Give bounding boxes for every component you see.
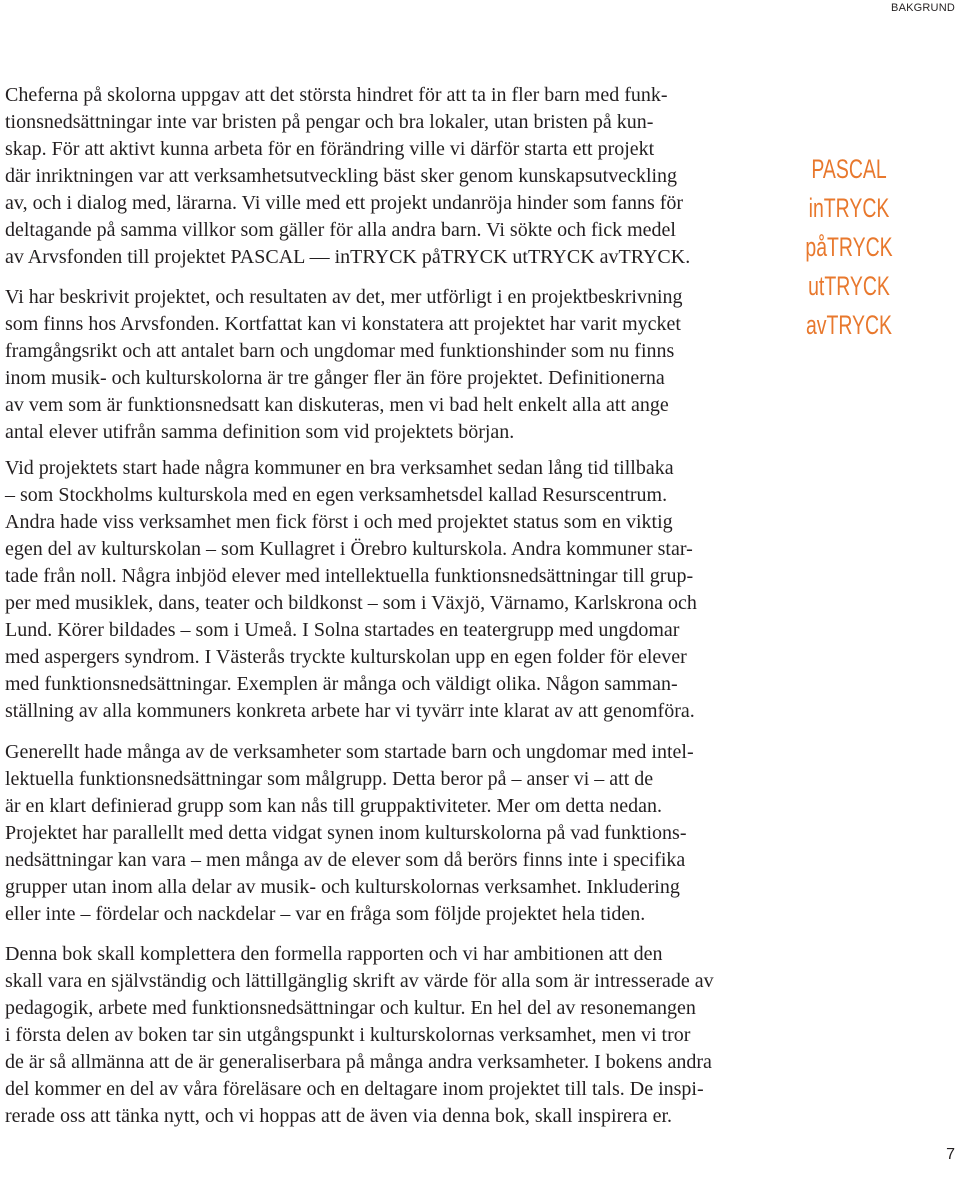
paragraph bbox=[5, 284, 683, 446]
paragraph bbox=[5, 455, 697, 725]
text-line: eller inte – fördelar och nackdelar – var en fråga som följde projektet hela tiden. bbox=[5, 903, 646, 925]
text-line: antal elever utifrån samma definition som vid projektets början. bbox=[5, 421, 515, 443]
text-line: lektuella funktionsnedsättningar som målgrupp. Detta beror på – anser vi – att de bbox=[5, 768, 654, 790]
paragraph bbox=[5, 739, 694, 928]
text-line: nedsättningar kan vara – men många av de elever som då berörs finns inte i specifika bbox=[5, 849, 686, 871]
page-number: 7 bbox=[946, 1146, 955, 1163]
text-line: framgångsrikt och att antalet barn och ungdomar med funktionshinder som nu finns bbox=[5, 340, 675, 362]
text-line: Generellt hade många av de verksamheter som startade barn och ungdomar med intel- bbox=[5, 741, 694, 763]
text-line: egen del av kulturskolan – som Kullagret i Örebro kulturskola. Andra kommuner star- bbox=[5, 538, 693, 560]
text-line: av Arvsfonden till projektet PASCAL — inTRYCK påTRYCK utTRYCK avTRYCK. bbox=[5, 246, 691, 268]
text-line: per med musiklek, dans, teater och bildkonst – som i Växjö, Värnamo, Karlskrona och bbox=[5, 592, 697, 614]
text-line: som finns hos Arvsfonden. Kortfattat kan vi konstatera att projektet har varit mycket bbox=[5, 313, 681, 335]
text-line: Cheferna på skolorna uppgav att det största hindret för att ta in fler barn med funk- bbox=[5, 84, 668, 106]
text-line: inom musik- och kulturskolorna är tre gånger fler än före projektet. Definitionerna bbox=[5, 367, 665, 389]
project-name-line: påTRYCK bbox=[805, 232, 893, 262]
text-line: av, och i dialog med, lärarna. Vi ville med ett projekt undanröja hinder som fanns för bbox=[5, 192, 684, 214]
text-line: är en klart definierad grupp som kan nås till gruppaktiviteter. Mer om detta nedan. bbox=[5, 795, 663, 817]
text-line: tade från noll. Några inbjöd elever med intellektuella funktionsnedsättningar till grup- bbox=[5, 565, 694, 587]
project-name-sidebar bbox=[749, 150, 949, 345]
text-line: Denna bok skall komplettera den formella rapporten och vi har ambitionen att den bbox=[5, 943, 663, 965]
text-line: Andra hade viss verksamhet men fick först i och med projektet status som en viktig bbox=[5, 511, 673, 533]
text-line: de är så allmänna att de är generaliserbara på många andra verksamheter. I bokens andra bbox=[5, 1051, 712, 1073]
text-line: Vi har beskrivit projektet, och resultaten av det, mer utförligt i en projektbeskrivning bbox=[5, 286, 683, 308]
section-header: BAKGRUND bbox=[891, 2, 955, 14]
text-line: – som Stockholms kulturskola med en egen verksamhetsdel kallad Resurscentrum. bbox=[5, 484, 668, 506]
paragraph bbox=[5, 82, 690, 271]
text-line: del kommer en del av våra föreläsare och en deltagare inom projektet till tals. De inspi- bbox=[5, 1078, 704, 1100]
text-line: med funktionsnedsättningar. Exemplen är många och väldigt olika. Någon samman- bbox=[5, 673, 678, 695]
project-name-line: inTRYCK bbox=[808, 193, 890, 223]
paragraph bbox=[5, 941, 714, 1130]
text-line: i första delen av boken tar sin utgångspunkt i kulturskolornas verksamhet, men vi tror bbox=[5, 1024, 691, 1046]
text-line: grupper utan inom alla delar av musik- och kulturskolornas verksamhet. Inkludering bbox=[5, 876, 680, 898]
text-line: med aspergers syndrom. I Västerås tryckte kulturskolan upp en egen folder för elever bbox=[5, 646, 687, 668]
project-name-line: utTRYCK bbox=[808, 271, 890, 301]
text-line: pedagogik, arbete med funktionsnedsättningar och kultur. En hel del av resonemangen bbox=[5, 997, 696, 1019]
project-name-line: PASCAL bbox=[811, 154, 887, 184]
text-line: tionsnedsättningar inte var bristen på pengar och bra lokaler, utan bristen på kun- bbox=[5, 111, 654, 133]
text-line: Lund. Körer bildades – som i Umeå. I Solna startades en teatergrupp med ungdomar bbox=[5, 619, 680, 641]
text-line: där inriktningen var att verksamhetsutveckling bäst sker genom kunskapsutveckling bbox=[5, 165, 678, 187]
text-line: av vem som är funktionsnedsatt kan diskuteras, men vi bad helt enkelt alla att ange bbox=[5, 394, 669, 416]
text-line: Vid projektets start hade några kommuner en bra verksamhet sedan lång tid tillbaka bbox=[5, 457, 674, 479]
text-line: Projektet har parallellt med detta vidgat synen inom kulturskolorna på vad funktions- bbox=[5, 822, 687, 844]
text-line: rerade oss att tänka nytt, och vi hoppas att de även via denna bok, skall inspirera er. bbox=[5, 1105, 673, 1127]
text-line: ställning av alla kommuners konkreta arbete har vi tyvärr inte klarat av att genomföra. bbox=[5, 700, 695, 722]
project-name-line: avTRYCK bbox=[805, 310, 893, 340]
text-line: skap. För att aktivt kunna arbeta för en förändring ville vi därför starta ett projekt bbox=[5, 138, 655, 160]
text-line: skall vara en självständig och lättillgänglig skrift av värde för alla som är intresserade av bbox=[5, 970, 714, 992]
text-line: deltagande på samma villkor som gäller för alla andra barn. Vi sökte och fick medel bbox=[5, 219, 676, 241]
